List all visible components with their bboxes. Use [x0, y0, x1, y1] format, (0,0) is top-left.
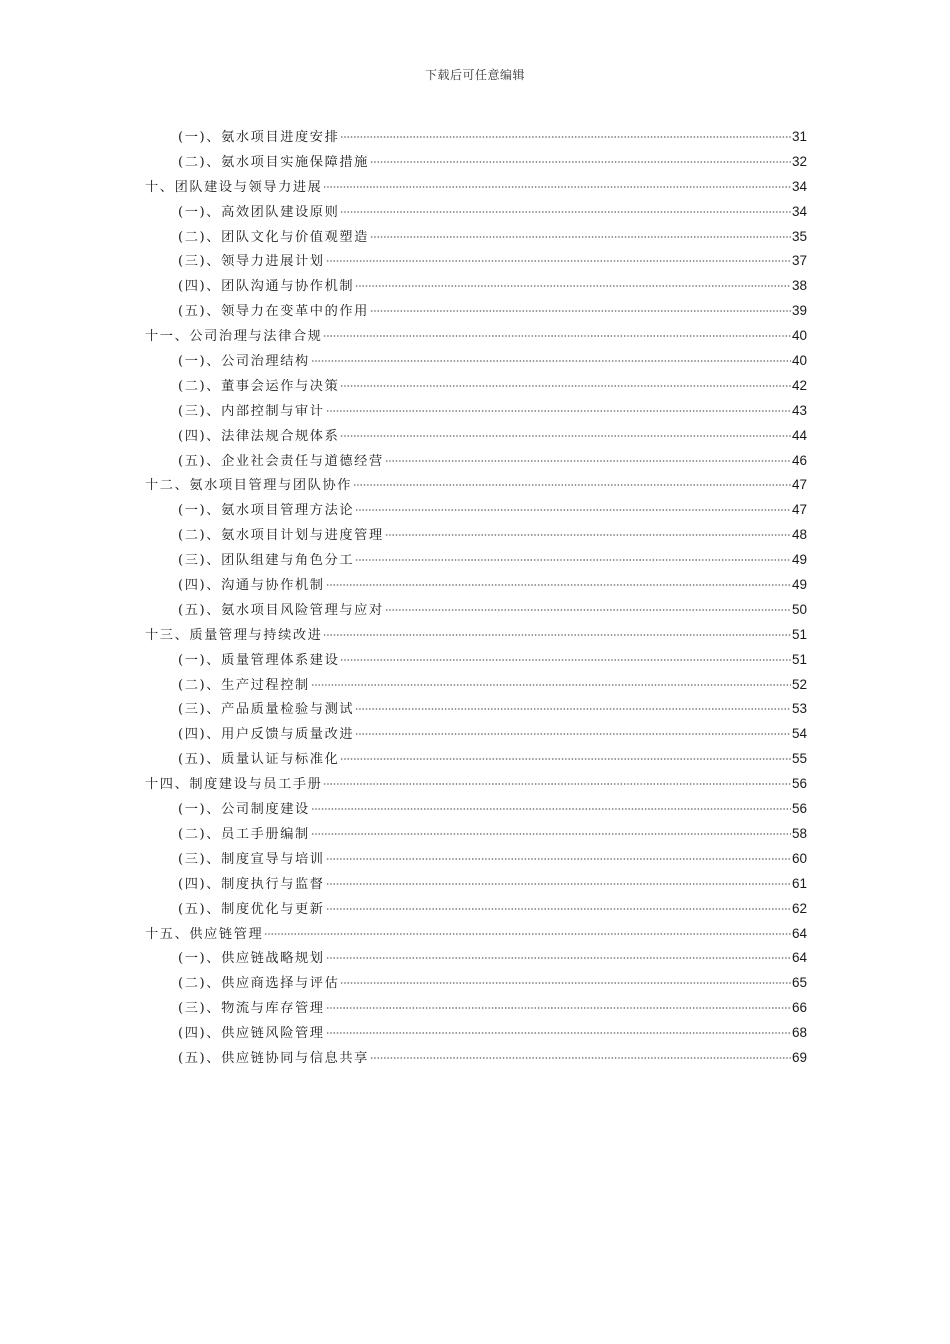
toc-page-number: 51	[791, 626, 807, 642]
toc-dot-leader	[340, 211, 791, 213]
toc-dot-leader	[340, 136, 791, 138]
toc-dot-leader	[326, 883, 791, 885]
toc-dot-leader	[323, 783, 791, 785]
toc-chapter-entry[interactable]	[145, 473, 807, 498]
toc-page-number: 61	[791, 875, 807, 891]
toc-dot-leader	[370, 1057, 791, 1059]
toc-entry-title: 十五、供应链管理	[145, 926, 264, 942]
toc-dot-leader	[385, 460, 791, 462]
toc-section-entry[interactable]	[145, 125, 807, 150]
toc-dot-leader	[264, 933, 791, 935]
toc-page-number: 52	[791, 676, 807, 692]
toc-section-entry[interactable]	[145, 399, 807, 424]
toc-section-entry[interactable]	[145, 548, 807, 573]
toc-page-number: 62	[791, 900, 807, 916]
toc-section-entry[interactable]	[145, 299, 807, 324]
toc-page-number: 35	[791, 228, 807, 244]
toc-entry-title: (四)、团队沟通与协作机制	[178, 279, 355, 295]
toc-page-number: 66	[791, 1000, 807, 1016]
toc-chapter-entry[interactable]	[145, 175, 807, 200]
toc-page-number: 69	[791, 1049, 807, 1065]
toc-entry-title: (三)、内部控制与审计	[178, 403, 325, 419]
toc-page-number: 53	[791, 701, 807, 717]
toc-page-number: 40	[791, 328, 807, 344]
toc-dot-leader	[311, 360, 791, 362]
toc-dot-leader	[311, 684, 791, 686]
toc-chapter-entry[interactable]	[145, 772, 807, 797]
toc-page-number: 56	[791, 801, 807, 817]
toc-dot-leader	[355, 285, 791, 287]
toc-page-number: 38	[791, 278, 807, 294]
toc-entry-title: 十二、氨水项目管理与团队协作	[145, 478, 353, 494]
toc-dot-leader	[326, 584, 791, 586]
toc-section-entry[interactable]	[145, 598, 807, 623]
toc-entry-title: (二)、氨水项目实施保障措施	[178, 154, 369, 170]
page-header: 下载后可任意编辑	[424, 68, 525, 82]
toc-page-number: 58	[791, 825, 807, 841]
toc-section-entry[interactable]	[145, 225, 807, 250]
toc-page-number: 68	[791, 1025, 807, 1041]
toc-dot-leader	[326, 1007, 791, 1009]
toc-entry-title: (四)、制度执行与监督	[178, 876, 325, 892]
toc-chapter-entry[interactable]	[145, 623, 807, 648]
toc-entry-title: (一)、氨水项目管理方法论	[178, 503, 355, 519]
toc-section-entry[interactable]	[145, 872, 807, 897]
toc-section-entry[interactable]	[145, 971, 807, 996]
toc-entry-title: (二)、氨水项目计划与进度管理	[178, 528, 384, 544]
toc-dot-leader	[311, 833, 791, 835]
toc-dot-leader	[326, 858, 791, 860]
toc-dot-leader	[370, 310, 791, 312]
toc-page-number: 64	[791, 950, 807, 966]
toc-entry-title: (四)、法律法规合规体系	[178, 428, 340, 444]
toc-page-number: 56	[791, 776, 807, 792]
table-of-contents	[145, 125, 807, 1071]
toc-entry-title: 十、团队建设与领导力进展	[145, 179, 323, 195]
toc-entry-title: 十三、质量管理与持续改进	[145, 627, 323, 643]
toc-entry-title: (三)、制度宣导与培训	[178, 851, 325, 867]
toc-page-number: 48	[791, 527, 807, 543]
toc-page-number: 43	[791, 402, 807, 418]
toc-page-number: 42	[791, 377, 807, 393]
toc-page-number: 64	[791, 925, 807, 941]
toc-page-number: 34	[791, 178, 807, 194]
toc-entry-title: (一)、公司治理结构	[178, 354, 310, 370]
toc-section-entry[interactable]	[145, 249, 807, 274]
toc-page-number: 47	[791, 477, 807, 493]
toc-dot-leader	[311, 808, 791, 810]
toc-page-number: 50	[791, 601, 807, 617]
toc-entry-title: (五)、氨水项目风险管理与应对	[178, 602, 384, 618]
toc-dot-leader	[340, 758, 791, 760]
toc-section-entry[interactable]	[145, 722, 807, 747]
toc-chapter-entry[interactable]	[145, 324, 807, 349]
toc-dot-leader	[370, 236, 791, 238]
toc-entry-title: (一)、供应链战略规划	[178, 951, 325, 967]
toc-section-entry[interactable]	[145, 449, 807, 474]
toc-dot-leader	[323, 634, 791, 636]
toc-page-number: 34	[791, 203, 807, 219]
toc-entry-title: (四)、沟通与协作机制	[178, 578, 325, 594]
toc-dot-leader	[340, 385, 791, 387]
toc-chapter-entry[interactable]	[145, 922, 807, 947]
toc-dot-leader	[355, 733, 791, 735]
toc-entry-title: (二)、团队文化与价值观塑造	[178, 229, 369, 245]
toc-dot-leader	[340, 435, 791, 437]
toc-entry-title: (五)、质量认证与标准化	[178, 752, 340, 768]
toc-page-number: 65	[791, 975, 807, 991]
toc-dot-leader	[340, 982, 791, 984]
toc-section-entry[interactable]	[145, 996, 807, 1021]
toc-dot-leader	[326, 957, 791, 959]
toc-entry-title: (二)、董事会运作与决策	[178, 378, 340, 394]
toc-dot-leader	[385, 534, 791, 536]
toc-page-number: 39	[791, 303, 807, 319]
toc-entry-title: (四)、用户反馈与质量改进	[178, 727, 355, 743]
toc-entry-title: (五)、领导力在变革中的作用	[178, 304, 369, 320]
toc-entry-title: (四)、供应链风险管理	[178, 1026, 325, 1042]
toc-page-number: 49	[791, 577, 807, 593]
toc-dot-leader	[355, 708, 791, 710]
toc-entry-title: (三)、产品质量检验与测试	[178, 702, 355, 718]
toc-section-entry[interactable]	[145, 822, 807, 847]
toc-entry-title: (三)、物流与库存管理	[178, 1001, 325, 1017]
toc-entry-title: (三)、团队组建与角色分工	[178, 553, 355, 569]
toc-page-number: 31	[791, 129, 807, 144]
toc-section-entry[interactable]	[145, 200, 807, 225]
toc-dot-leader	[355, 559, 791, 561]
toc-section-entry[interactable]	[145, 424, 807, 449]
toc-entry-title: (一)、氨水项目进度安排	[178, 130, 340, 145]
toc-section-entry[interactable]	[145, 150, 807, 175]
toc-section-entry[interactable]	[145, 897, 807, 922]
toc-page-number: 51	[791, 651, 807, 667]
toc-entry-title: (五)、供应链协同与信息共享	[178, 1050, 369, 1066]
toc-section-entry[interactable]	[145, 797, 807, 822]
toc-page-number: 54	[791, 726, 807, 742]
toc-section-entry[interactable]	[145, 673, 807, 698]
toc-section-entry[interactable]	[145, 374, 807, 399]
toc-entry-title: 十一、公司治理与法律合规	[145, 329, 323, 345]
toc-dot-leader	[326, 1032, 791, 1034]
toc-entry-title: (五)、企业社会责任与道德经营	[178, 453, 384, 469]
toc-entry-title: (二)、生产过程控制	[178, 677, 310, 693]
toc-entry-title: (二)、供应商选择与评估	[178, 976, 340, 992]
toc-section-entry[interactable]	[145, 349, 807, 374]
toc-section-entry[interactable]	[145, 573, 807, 598]
toc-entry-title: 十四、制度建设与员工手册	[145, 777, 323, 793]
toc-section-entry[interactable]	[145, 498, 807, 523]
toc-entry-title: (一)、高效团队建设原则	[178, 204, 340, 220]
toc-dot-leader	[353, 484, 791, 486]
toc-dot-leader	[323, 335, 791, 337]
toc-dot-leader	[370, 161, 791, 163]
toc-section-entry[interactable]	[145, 1046, 807, 1071]
toc-section-entry[interactable]	[145, 1021, 807, 1046]
toc-page-number: 47	[791, 502, 807, 518]
toc-page-number: 40	[791, 353, 807, 369]
toc-entry-title: (二)、员工手册编制	[178, 826, 310, 842]
toc-page-number: 44	[791, 427, 807, 443]
toc-page-number: 46	[791, 452, 807, 468]
toc-dot-leader	[326, 908, 791, 910]
toc-page-number: 37	[791, 253, 807, 269]
toc-section-entry[interactable]	[145, 697, 807, 722]
toc-dot-leader	[340, 659, 791, 661]
toc-entry-title: (三)、领导力进展计划	[178, 254, 325, 270]
toc-page-number: 32	[791, 153, 807, 169]
toc-entry-title: (五)、制度优化与更新	[178, 901, 325, 917]
toc-section-entry[interactable]	[145, 847, 807, 872]
toc-section-entry[interactable]	[145, 648, 807, 673]
toc-dot-leader	[326, 410, 791, 412]
toc-dot-leader	[355, 509, 791, 511]
toc-section-entry[interactable]	[145, 523, 807, 548]
toc-dot-leader	[326, 260, 791, 262]
toc-page-number: 55	[791, 751, 807, 767]
toc-dot-leader	[323, 186, 791, 188]
toc-page-number: 60	[791, 850, 807, 866]
toc-section-entry[interactable]	[145, 946, 807, 971]
toc-dot-leader	[385, 609, 791, 611]
toc-entry-title: (一)、质量管理体系建设	[178, 652, 340, 668]
toc-page-number: 49	[791, 552, 807, 568]
toc-section-entry[interactable]	[145, 747, 807, 772]
toc-entry-title: (一)、公司制度建设	[178, 802, 310, 818]
toc-section-entry[interactable]	[145, 274, 807, 299]
